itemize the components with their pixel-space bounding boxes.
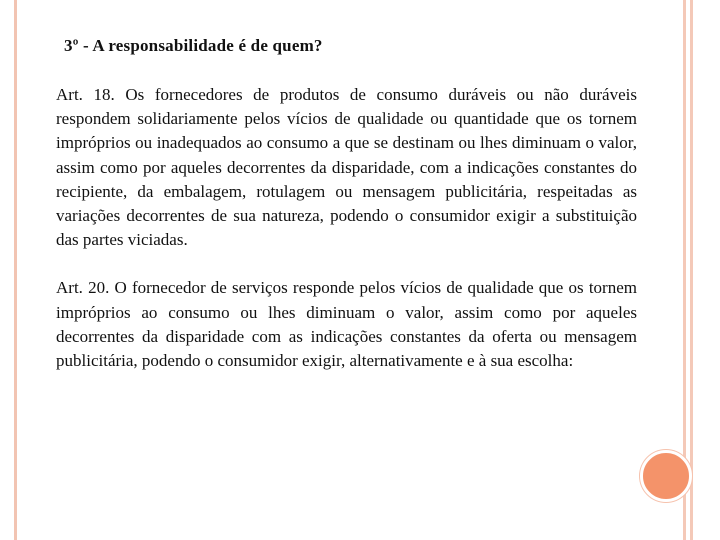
- article-18-paragraph: Art. 18. Os fornecedores de produtos de consumo duráveis ou não duráveis respondem solidariamente pelos vícios de qualidade ou quantidade que os tornem impróprios ou inadequados ao consumo a que se destinam ou lhes diminuam o valor, assim como por aqueles decorrentes da disparidade, com a indicações constantes do recipiente, da embalagem, rotulagem ou mensagem publicitária, respeitadas as variações decorrentes de sua natureza, podendo o consumidor exigir a substituição das partes viciadas.: [56, 85, 637, 250]
- slide-title: 3º - A responsabilidade é de quem?: [64, 36, 323, 55]
- left-frame-line: [14, 0, 17, 540]
- slide-body: [56, 83, 637, 373]
- decorative-circle-icon: [640, 450, 692, 502]
- article-20-paragraph: Art. 20. O fornecedor de serviços responde pelos vícios de qualidade que os tornem impróprios ao consumo ou lhes diminuam o valor, assim como por aqueles decorrentes da disparidade com as indicações constantes da oferta ou mensagem publicitária, podendo o consumidor exigir, alternativamente e à sua escolha:: [56, 278, 637, 371]
- right-frame-line-inner: [690, 0, 693, 540]
